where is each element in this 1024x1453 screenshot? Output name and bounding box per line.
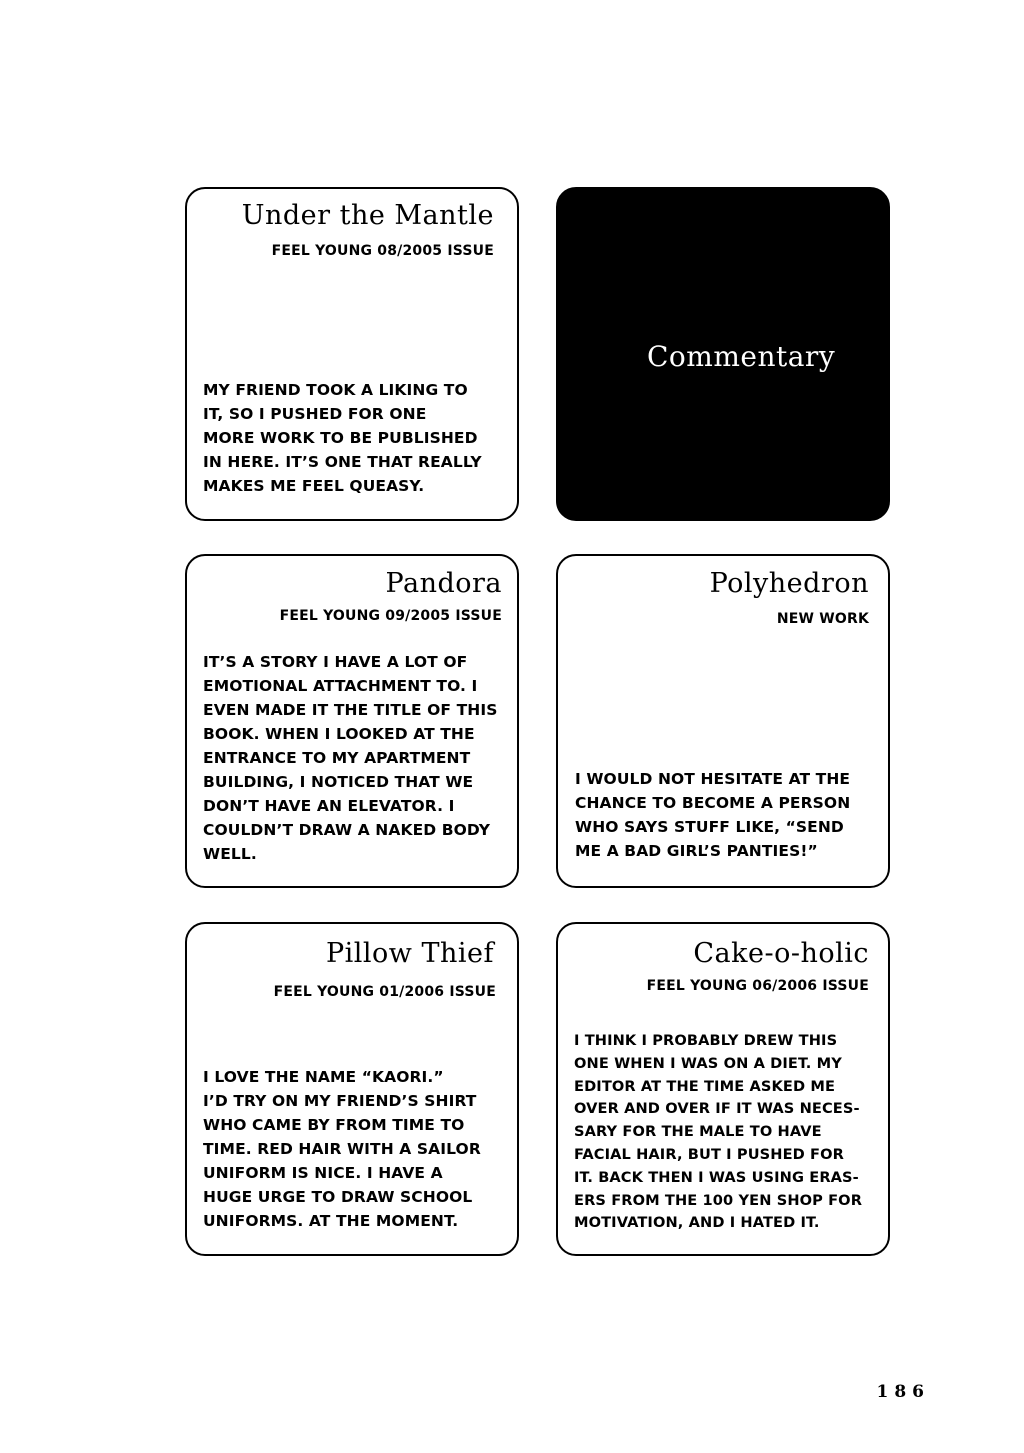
card-body: IT’S A STORY I HAVE A LOT OF EMOTIONAL ATTACHMENT TO. I EVEN MADE IT THE TITLE OF THIS BOOK. WHEN I LOOKED AT THE ENTRANCE TO MY APARTMENT BUILDING, I NOTICED THAT WE DON’T HAVE AN ELEVATOR. I COULDN’T DRAW A NAKED BODY WELL. (203, 653, 498, 863)
card-body: I WOULD NOT HESITATE AT THE CHANCE TO BECOME A PERSON WHO SAYS STUFF LIKE, “SEND ME A BAD GIRL’S PANTIES!” (575, 770, 851, 860)
commentary-title: Commentary (647, 340, 836, 373)
card-body: I THINK I PROBABLY DREW THIS ONE WHEN I WAS ON A DIET. MY EDITOR AT THE TIME ASKED ME OVER AND OVER IF IT WAS NECES- SARY FOR THE MALE TO HAVE FACIAL HAIR, BUT I PUSHED FOR IT. BACK THEN I WAS USING ERAS- ERS FROM THE 100 YEN SHOP FOR MOTIVATION, AND I HATED IT. (574, 1032, 863, 1232)
card-subtitle: NEW WORK (776, 611, 869, 627)
card-subtitle: FEEL YOUNG 06/2006 ISSUE (646, 978, 869, 994)
card-subtitle: FEEL YOUNG 08/2005 ISSUE (271, 243, 494, 259)
card-title: Pandora (385, 568, 502, 599)
card-title: Pillow Thief (325, 938, 494, 969)
page-number: 186 (876, 1382, 930, 1402)
card-title: Under the Mantle (241, 200, 494, 231)
card-title: Polyhedron (709, 568, 869, 599)
card-body: MY FRIEND TOOK A LIKING TO IT, SO I PUSHED FOR ONE MORE WORK TO BE PUBLISHED IN HERE. IT’S ONE THAT REALLY MAKES ME FEEL QUEASY. (203, 381, 482, 495)
card-title: Cake-o-holic (693, 938, 869, 969)
card-body: I LOVE THE NAME “KAORI.” I’D TRY ON MY FRIEND’S SHIRT WHO CAME BY FROM TIME TO TIME. RED HAIR WITH A SAILOR UNIFORM IS NICE. I HAVE A HUGE URGE TO DRAW SCHOOL UNIFORMS. AT THE MOMENT. (203, 1068, 481, 1230)
card-subtitle: FEEL YOUNG 01/2006 ISSUE (273, 984, 496, 1000)
card-subtitle: FEEL YOUNG 09/2005 ISSUE (279, 608, 502, 624)
